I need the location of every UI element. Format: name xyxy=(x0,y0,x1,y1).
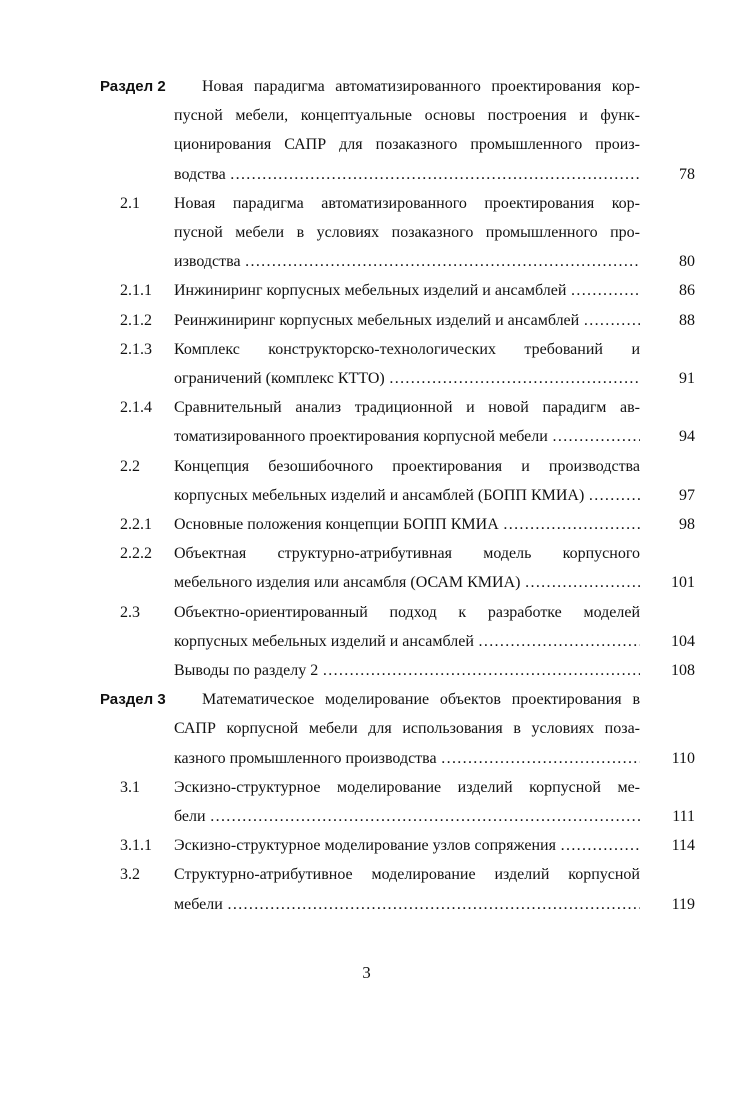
toc-entry-title-line xyxy=(174,890,640,920)
toc-entry-title-text: мебельного изделия или ансамбля (ОСАМ КМИА) xyxy=(174,574,521,592)
toc-entry-title-line xyxy=(174,539,640,569)
leader-dots xyxy=(206,808,640,825)
toc-entry-number: 2.1.4 xyxy=(120,399,152,417)
toc-page-number: 98 xyxy=(679,516,695,533)
leader-dots xyxy=(318,662,640,679)
toc-page-number: 86 xyxy=(679,282,695,300)
toc-entry-title-line xyxy=(174,481,640,511)
toc-entry-title-text: Комплекс конструкторско-технологических требований и xyxy=(174,340,640,358)
toc-entry-title-line xyxy=(174,130,640,160)
toc-entry-title-text: Новая парадигма автоматизированного проектирования кор- xyxy=(202,78,640,95)
toc-entry-title-line xyxy=(174,218,640,248)
toc-entry-number: 3.1 xyxy=(120,778,140,796)
toc-entry-title-line xyxy=(174,101,640,131)
toc-entry-number: 2.1 xyxy=(120,194,140,212)
page-number: 3 xyxy=(362,963,371,982)
toc-entry-title-text: корпусных мебельных изделий и ансамблей (БОПП КМИА) xyxy=(174,486,585,504)
toc-entry-title-text: САПР корпусной мебели для использования в условиях поза- xyxy=(174,720,640,738)
toc-entry-title-line xyxy=(174,510,640,540)
toc-page-number: 78 xyxy=(679,165,695,183)
toc-entry-title-text: Математическое моделирование объектов проектирования в xyxy=(202,691,640,709)
toc-entry-title-text: Инжиниринг корпусных мебельных изделий и ансамблей xyxy=(174,282,567,300)
toc-page-number: 108 xyxy=(671,662,695,679)
toc-section-label: Раздел 2 xyxy=(100,78,166,95)
leader-dots xyxy=(437,750,640,767)
toc-entry-title-line xyxy=(174,773,640,803)
toc-entry-number: 2.1.3 xyxy=(120,340,152,358)
toc-entry-title-line xyxy=(174,860,640,890)
toc-entry-title-text: водства xyxy=(174,165,226,183)
toc-page-number: 91 xyxy=(679,370,695,387)
toc-page-number: 94 xyxy=(679,428,695,446)
toc-entry-title-text: бели xyxy=(174,808,206,825)
toc-entry-title-text: Основные положения концепции БОПП КМИА xyxy=(174,516,499,533)
toc-entry-title-text: пусной мебели, концептуальные основы построения и функ- xyxy=(174,107,640,125)
toc-entry-title-text: Эскизно-структурное моделирование узлов сопряжения xyxy=(174,837,556,855)
toc-entry-title-line xyxy=(174,568,640,598)
toc-entry-title-text: Объектно-ориентированный подход к разработке моделей xyxy=(174,603,640,621)
toc-entry-number: 2.2.2 xyxy=(120,545,152,563)
toc-entry-number: 2.2 xyxy=(120,457,140,475)
toc-entry-title-line xyxy=(174,714,640,744)
toc-entry-title-line xyxy=(174,744,640,774)
leader-dots xyxy=(579,312,640,329)
toc-entry-title-line xyxy=(174,627,640,657)
toc-page-number: 88 xyxy=(679,311,695,329)
toc-page-number: 114 xyxy=(671,837,695,855)
toc-entry-title-text: Объектная структурно-атрибутивная модель корпусного xyxy=(174,545,640,563)
toc-entry-title-text: Новая парадигма автоматизированного проектирования кор- xyxy=(174,194,640,212)
toc-entry-title-text: корпусных мебельных изделий и ансамблей xyxy=(174,632,474,650)
toc-entry-title-text: Реинжиниринг корпусных мебельных изделий и ансамблей xyxy=(174,311,580,329)
toc-entry-title-line xyxy=(174,160,640,190)
toc-entry-title-line xyxy=(202,685,640,715)
toc-entry-title-line xyxy=(202,72,640,102)
toc-entry-title-text: ограничений (комплекс КТТО) xyxy=(174,370,385,387)
toc-entry-number: 2.3 xyxy=(120,603,140,621)
toc-entry-number: 2.2.1 xyxy=(120,516,152,533)
toc-entry-title-text: изводства xyxy=(174,253,241,271)
toc-entry-number: 2.1.2 xyxy=(120,311,152,329)
leader-dots xyxy=(548,428,640,445)
toc-entry-title-line xyxy=(174,393,640,423)
toc-entry-title-line xyxy=(174,802,640,832)
toc-page-number: 111 xyxy=(672,808,695,825)
leader-dots xyxy=(499,516,640,533)
leader-dots xyxy=(566,282,640,299)
leader-dots xyxy=(241,253,640,270)
toc-entry-number: 3.1.1 xyxy=(120,837,152,855)
toc-entry-title-text: Концепция безошибочного проектирования и производства xyxy=(174,457,640,475)
toc-entry-title-text: Структурно-атрибутивное моделирование изделий корпусной xyxy=(174,866,640,884)
toc-entry-title-line xyxy=(174,276,640,306)
toc-entry-title-text: казного промышленного производства xyxy=(174,749,437,767)
toc-entry-number: 3.2 xyxy=(120,866,140,884)
toc-entry-title-line xyxy=(174,247,640,277)
toc-page-number: 119 xyxy=(671,895,695,913)
toc-entry-number: 2.1.1 xyxy=(120,282,152,300)
toc-entry-title-text: Эскизно-структурное моделирование изделий корпусной ме- xyxy=(174,778,640,796)
toc-entry-title-line xyxy=(174,656,640,686)
toc-section-label: Раздел 3 xyxy=(100,691,166,709)
toc-entry-title-line xyxy=(174,831,640,861)
leader-dots xyxy=(556,837,640,854)
toc-entry-title-text: Выводы по разделу 2 xyxy=(174,662,319,679)
leader-dots xyxy=(385,370,640,387)
toc-entry-title-line xyxy=(174,364,640,394)
toc-page-number: 101 xyxy=(671,574,695,592)
toc-page-number: 104 xyxy=(671,632,695,650)
toc-entry-title-line xyxy=(174,422,640,452)
toc-page-number: 97 xyxy=(679,486,695,504)
toc-entry-title-line xyxy=(174,452,640,482)
toc-page-number: 110 xyxy=(671,749,695,767)
leader-dots xyxy=(223,896,640,913)
toc-entry-title-line xyxy=(174,335,640,365)
leader-dots xyxy=(584,487,640,504)
toc-entry-title-text: Сравнительный анализ традиционной и новой парадигм ав- xyxy=(174,399,640,417)
toc-entry-title-text: мебели xyxy=(174,895,223,913)
toc-entry-title-text: томатизированного проектирования корпусной мебели xyxy=(174,428,548,446)
toc-entry-title-text: ционирования САПР для позаказного промышленного произ- xyxy=(174,136,640,154)
leader-dots xyxy=(226,166,640,183)
toc-entry-title-text: пусной мебели в условиях позаказного промышленного про- xyxy=(174,224,640,241)
leader-dots xyxy=(474,633,640,650)
toc-entry-title-line xyxy=(174,598,640,628)
toc-entry-title-line xyxy=(174,306,640,336)
leader-dots xyxy=(520,574,640,591)
toc-page-number: 80 xyxy=(679,253,695,271)
toc-entry-title-line xyxy=(174,189,640,219)
